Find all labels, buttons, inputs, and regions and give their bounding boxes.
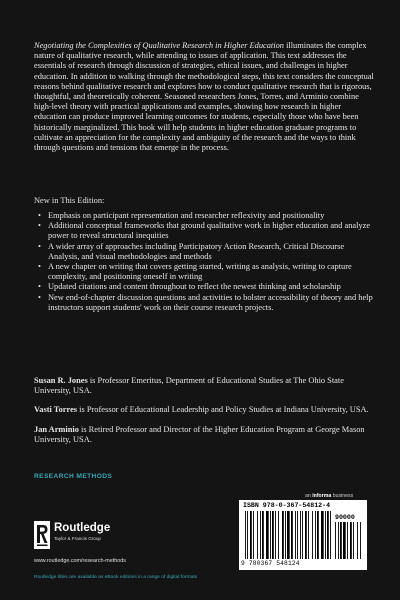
- list-item: • A new chapter on writing that covers getting started, writing as analysis, writing to capture complexity, and positioning oneself in writing: [34, 262, 374, 282]
- price-code: 90000: [335, 514, 355, 521]
- isbn-label: ISBN 978-0-367-54812-4: [243, 502, 331, 509]
- author-name: Jan Arminio: [34, 424, 79, 434]
- author-description: is Professor Emeritus, Department of Educational Studies at The Ohio State University, USA.: [34, 376, 344, 396]
- subject-category: RESEARCH METHODS: [34, 473, 113, 480]
- author-description: is Retired Professor and Director of the Higher Education Program at George Mason University, USA.: [34, 424, 365, 444]
- author-bios: [34, 376, 374, 454]
- author-bio: [34, 405, 374, 415]
- addon-barcode-bars: [335, 522, 361, 559]
- informa-brand: informa: [312, 493, 332, 499]
- publisher-name: Routledge: [54, 522, 111, 534]
- author-bio: [34, 425, 374, 445]
- ean-barcode-bars: [245, 511, 331, 559]
- new-edition-heading: New in This Edition:: [34, 196, 105, 205]
- author-name: Susan R. Jones: [34, 376, 88, 385]
- ean-digits: 9 780367 548124: [241, 560, 300, 567]
- informa-prefix: an: [305, 493, 313, 499]
- book-description-text: illuminates the complex nature of qualitative research, while attending to issues of application. This text addresses the essentials of research through discussion of strategies, ethical issues, and challenges in higher education. In addition to walking through the methodological steps, this text considers the conceptual reasons behind qualitative research and explores how to conduct qualitative research that is rigorous, thoughtful, and theoretically coherent. Seasoned researchers Jones, Torres, and Arminio combine high-level theory with practical applications and examples, showing how research in higher education can produce improved learning outcomes for students, especially those who have been historically marginalized. This book will help students in higher education graduate programs to cultivate an appreciation for the complexity and ambiguity of the research and the ways to think through questions and tensions that emerge in the process.: [34, 41, 374, 153]
- informa-suffix: business: [331, 493, 354, 499]
- book-title-italic: Negotiating the Complexities of Qualitative Research in Higher Education: [34, 41, 284, 50]
- list-item: • Updated citations and content throughout to reflect the newest thinking and scholarship: [34, 282, 374, 292]
- list-item: • A wider array of approaches including Participatory Action Research, Critical Discourse Analysis, and visual methodologies and methods: [34, 242, 374, 262]
- publisher-group: Taylor & Francis Group: [54, 536, 101, 541]
- new-edition-list: [34, 211, 374, 313]
- routledge-r-icon: [34, 521, 50, 549]
- list-item: • New end-of-chapter discussion questions and activities to bolster accessibility of theory and help instructors support students' work on their course research projects.: [34, 293, 374, 313]
- list-item: • Additional conceptual frameworks that ground qualitative work in higher education and analyze power to reveal structural inequities: [34, 221, 374, 241]
- informa-business-tag: [305, 493, 353, 499]
- author-name: Vasti Torres: [34, 405, 78, 415]
- publisher-website: www.routledge.com/research-methods: [34, 558, 126, 564]
- author-description: is Professor of Educational Leadership and Policy Studies at Indiana University, USA.: [77, 405, 369, 415]
- book-description: [34, 41, 374, 153]
- isbn-barcode: [239, 500, 367, 570]
- routledge-logo: [34, 521, 154, 549]
- list-item: • Emphasis on participant representation and researcher reflexivity and positionality: [34, 211, 374, 221]
- author-bio: [34, 376, 374, 396]
- ebook-note: Routledge titles are available as eBook editions in a range of digital formats: [34, 575, 198, 580]
